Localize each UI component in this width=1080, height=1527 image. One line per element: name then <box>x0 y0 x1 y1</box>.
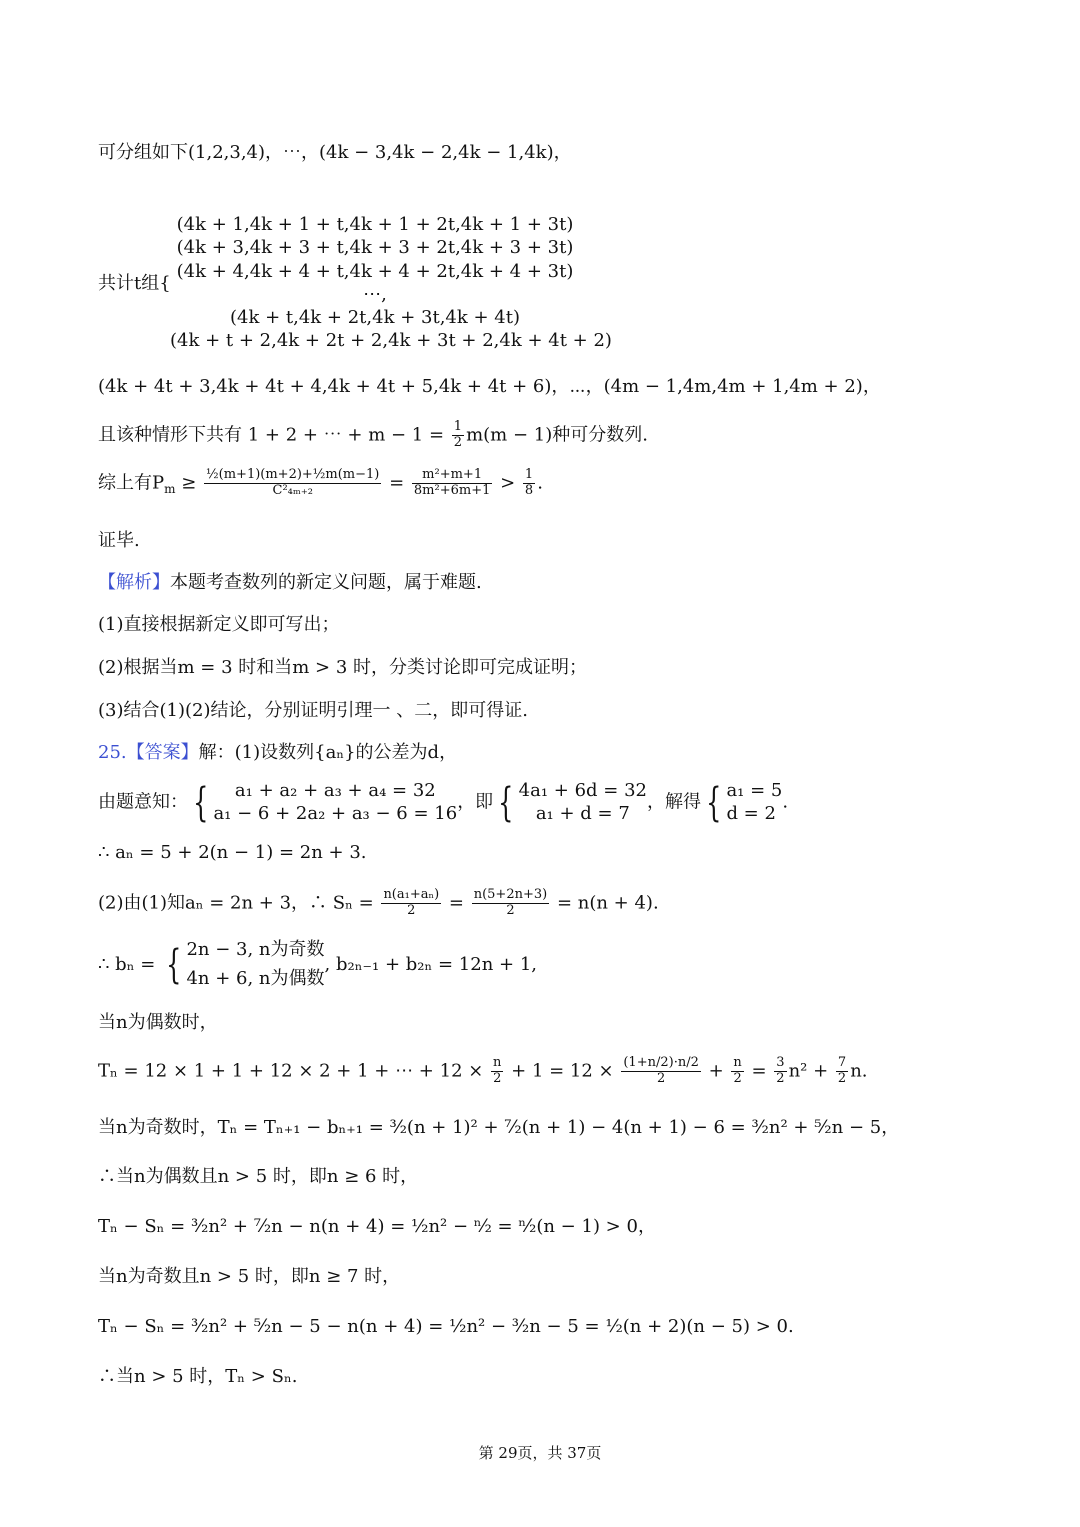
text-line: ∴ aₙ = 5 + 2(n − 1) = 2n + 3. <box>98 842 367 863</box>
text-span: 本题考查数列的新定义问题，属于难题. <box>170 572 482 593</box>
text-line <box>98 742 457 764</box>
denominator: 8 <box>524 482 534 498</box>
numerator: n(5+2n+3) <box>473 887 548 902</box>
group-row: (4k + t,4k + 2t,4k + 3t,4k + 4t) <box>229 307 521 329</box>
denominator: 2 <box>453 434 463 450</box>
left-brace: { <box>498 779 514 826</box>
text-span: n² + <box>788 1060 834 1082</box>
fraction <box>472 888 550 919</box>
numerator: n <box>733 1055 742 1070</box>
text-line: (4k + 4t + 3,4k + 4t + 4,4k + 4t + 5,4k + 4t + 6)，⋯，(4m − 1,4m,4m + 1,4m + 2)， <box>98 376 881 397</box>
text-span: Tₙ = 12 × 1 + 1 + 12 × 2 + 1 + ⋯ + 12 × <box>98 1060 490 1082</box>
equation: 4a₁ + 6d = 32 <box>518 780 647 801</box>
group-label: 共计t组{ <box>98 273 171 294</box>
denominator: 2 <box>493 1070 502 1086</box>
fraction <box>412 468 492 499</box>
fraction <box>452 420 464 451</box>
text-span: ，解得 <box>646 791 701 813</box>
numerator: m²+m+1 <box>412 468 492 484</box>
numerator: n(a₁+aₙ) <box>383 887 440 902</box>
subscript: m <box>164 482 176 497</box>
text-span: + 1 = 12 × <box>505 1060 620 1082</box>
equation-system <box>213 780 457 825</box>
text-line: 当n为奇数时，Tₙ = Tₙ₊₁ − bₙ₊₁ = ³⁄₂(n + 1)² + ⁷⁄₂(n + 1) − 4(n + 1) − 6 = ³⁄₂n² + ⁵⁄₂n − 5， <box>98 1117 900 1138</box>
piecewise-cases <box>186 936 324 994</box>
numerator: ½(m+1)(m+2)+½m(m−1) <box>206 467 380 482</box>
text-line: (1)直接根据新定义即可写出； <box>98 614 340 635</box>
equation-system <box>726 780 782 825</box>
text-span: n. <box>850 1060 868 1082</box>
text-span: = n(n + 4). <box>551 892 659 914</box>
numerator: 1 <box>524 467 534 482</box>
equation: a₁ + a₂ + a₃ + a₄ = 32 <box>234 780 436 801</box>
numerator: 3 <box>776 1055 785 1070</box>
group-list <box>170 213 612 353</box>
denominator: 2 <box>733 1070 742 1086</box>
equation: d = 2 <box>726 802 776 824</box>
text-line: 可分组如下(1,2,3,4)，⋯，(4k − 3,4k − 2,4k − 1,4k)， <box>98 142 572 163</box>
text-line: (2)根据当m = 3 时和当m > 3 时，分类讨论即可完成证明； <box>98 657 588 678</box>
text-line <box>98 572 482 594</box>
text-span: 综上有P <box>98 472 165 494</box>
text-line: (3)结合(1)(2)结论，分别证明引理一 、二，即可得证. <box>98 700 528 721</box>
text-line <box>98 420 648 451</box>
text-span: ∴ bₙ = <box>98 953 162 975</box>
text-span: 由题意知： <box>98 791 188 813</box>
group-row: (4k + 3,4k + 3 + t,4k + 3 + 2t,4k + 3 + 3t) <box>176 237 574 259</box>
text-span: . <box>537 472 543 494</box>
text-span: 且该种情形下共有 1 + 2 + ⋯ + m − 1 = <box>98 424 450 446</box>
denominator: C²₄ₘ₊₂ <box>272 482 313 498</box>
fraction <box>204 468 381 499</box>
numerator: 1 <box>453 419 463 434</box>
text-line: ∴当n > 5 时，Tₙ > Sₙ. <box>98 1366 298 1387</box>
left-brace: { <box>706 779 722 826</box>
group-row: (4k + 1,4k + 1 + t,4k + 1 + 2t,4k + 1 + 3t) <box>176 214 574 235</box>
fraction <box>491 1056 503 1087</box>
text-line <box>98 936 537 994</box>
equation: a₁ + d = 7 <box>535 802 630 824</box>
fraction <box>523 468 535 499</box>
denominator: 2 <box>407 902 416 918</box>
text-line: ∴当n为偶数且n > 5 时，即n ≥ 6 时， <box>98 1166 419 1187</box>
text-line: 证毕. <box>98 530 140 551</box>
left-brace: { <box>193 779 209 826</box>
case: 4n + 6, n为偶数 <box>186 967 325 989</box>
fraction <box>774 1056 786 1087</box>
text-span: = <box>745 1060 773 1082</box>
text-line: 当n为偶数时， <box>98 1012 218 1033</box>
text-span: ，即 <box>457 791 494 813</box>
text-span: (2)由(1)知aₙ = 2n + 3，∴ Sₙ = <box>98 892 380 914</box>
answer-tag: 25.【答案】 <box>98 742 199 763</box>
text-span: , b₂ₙ₋₁ + b₂ₙ = 12n + 1, <box>324 953 537 975</box>
fraction <box>836 1056 848 1087</box>
text-line <box>98 780 788 825</box>
numerator: n <box>493 1055 502 1070</box>
text-line <box>98 1056 868 1087</box>
case: 2n − 3, n为奇数 <box>186 939 325 960</box>
text-line: 当n为奇数且n > 5 时，即n ≥ 7 时， <box>98 1266 401 1287</box>
text-span: + <box>702 1060 730 1082</box>
denominator: 8m²+6m+1 <box>413 482 491 498</box>
fraction <box>731 1056 743 1087</box>
text-span: m(m − 1)种可分数列. <box>466 424 648 446</box>
group-row: ⋯, <box>363 283 387 305</box>
text-line: Tₙ − Sₙ = ³⁄₂n² + ⁵⁄₂n − 5 − n(n + 4) = ½n² − ³⁄₂n − 5 = ½(n + 2)(n − 5) > 0. <box>98 1316 794 1337</box>
group-row: (4k + t + 2,4k + 2t + 2,4k + 3t + 2,4k + 4t + 2) <box>170 330 612 352</box>
text-span: . <box>782 791 789 813</box>
denominator: 2 <box>656 1070 666 1086</box>
equation: a₁ − 6 + 2a₂ + a₃ − 6 = 16 <box>213 802 458 824</box>
text-line: Tₙ − Sₙ = ³⁄₂n² + ⁷⁄₂n − n(n + 4) = ½n² − ⁿ⁄₂ = ⁿ⁄₂(n − 1) > 0， <box>98 1216 656 1237</box>
text-span: 解：(1)设数列{aₙ}的公差为d， <box>198 742 458 763</box>
left-brace: { <box>166 941 182 988</box>
fraction <box>381 888 441 919</box>
numerator: (1+n/2)·n/2 <box>623 1055 699 1070</box>
fraction <box>621 1056 701 1087</box>
equation-system <box>519 780 647 825</box>
equation: a₁ = 5 <box>726 780 783 801</box>
text-span: = <box>443 892 470 914</box>
text-span: > <box>494 472 521 494</box>
page-footer: 第 29页，共 37页 <box>478 1444 602 1462</box>
group-row: (4k + 4,4k + 4 + t,4k + 4 + 2t,4k + 4 + 3t) <box>176 260 574 282</box>
text-line <box>98 468 543 499</box>
denominator: 2 <box>837 1070 847 1086</box>
analysis-tag: 【解析】 <box>98 572 170 593</box>
numerator: 7 <box>837 1055 847 1070</box>
denominator: 2 <box>776 1070 785 1086</box>
text-line <box>98 888 659 919</box>
denominator: 2 <box>506 902 515 918</box>
text-span: ≥ <box>175 472 203 494</box>
text-span: = <box>383 472 410 494</box>
